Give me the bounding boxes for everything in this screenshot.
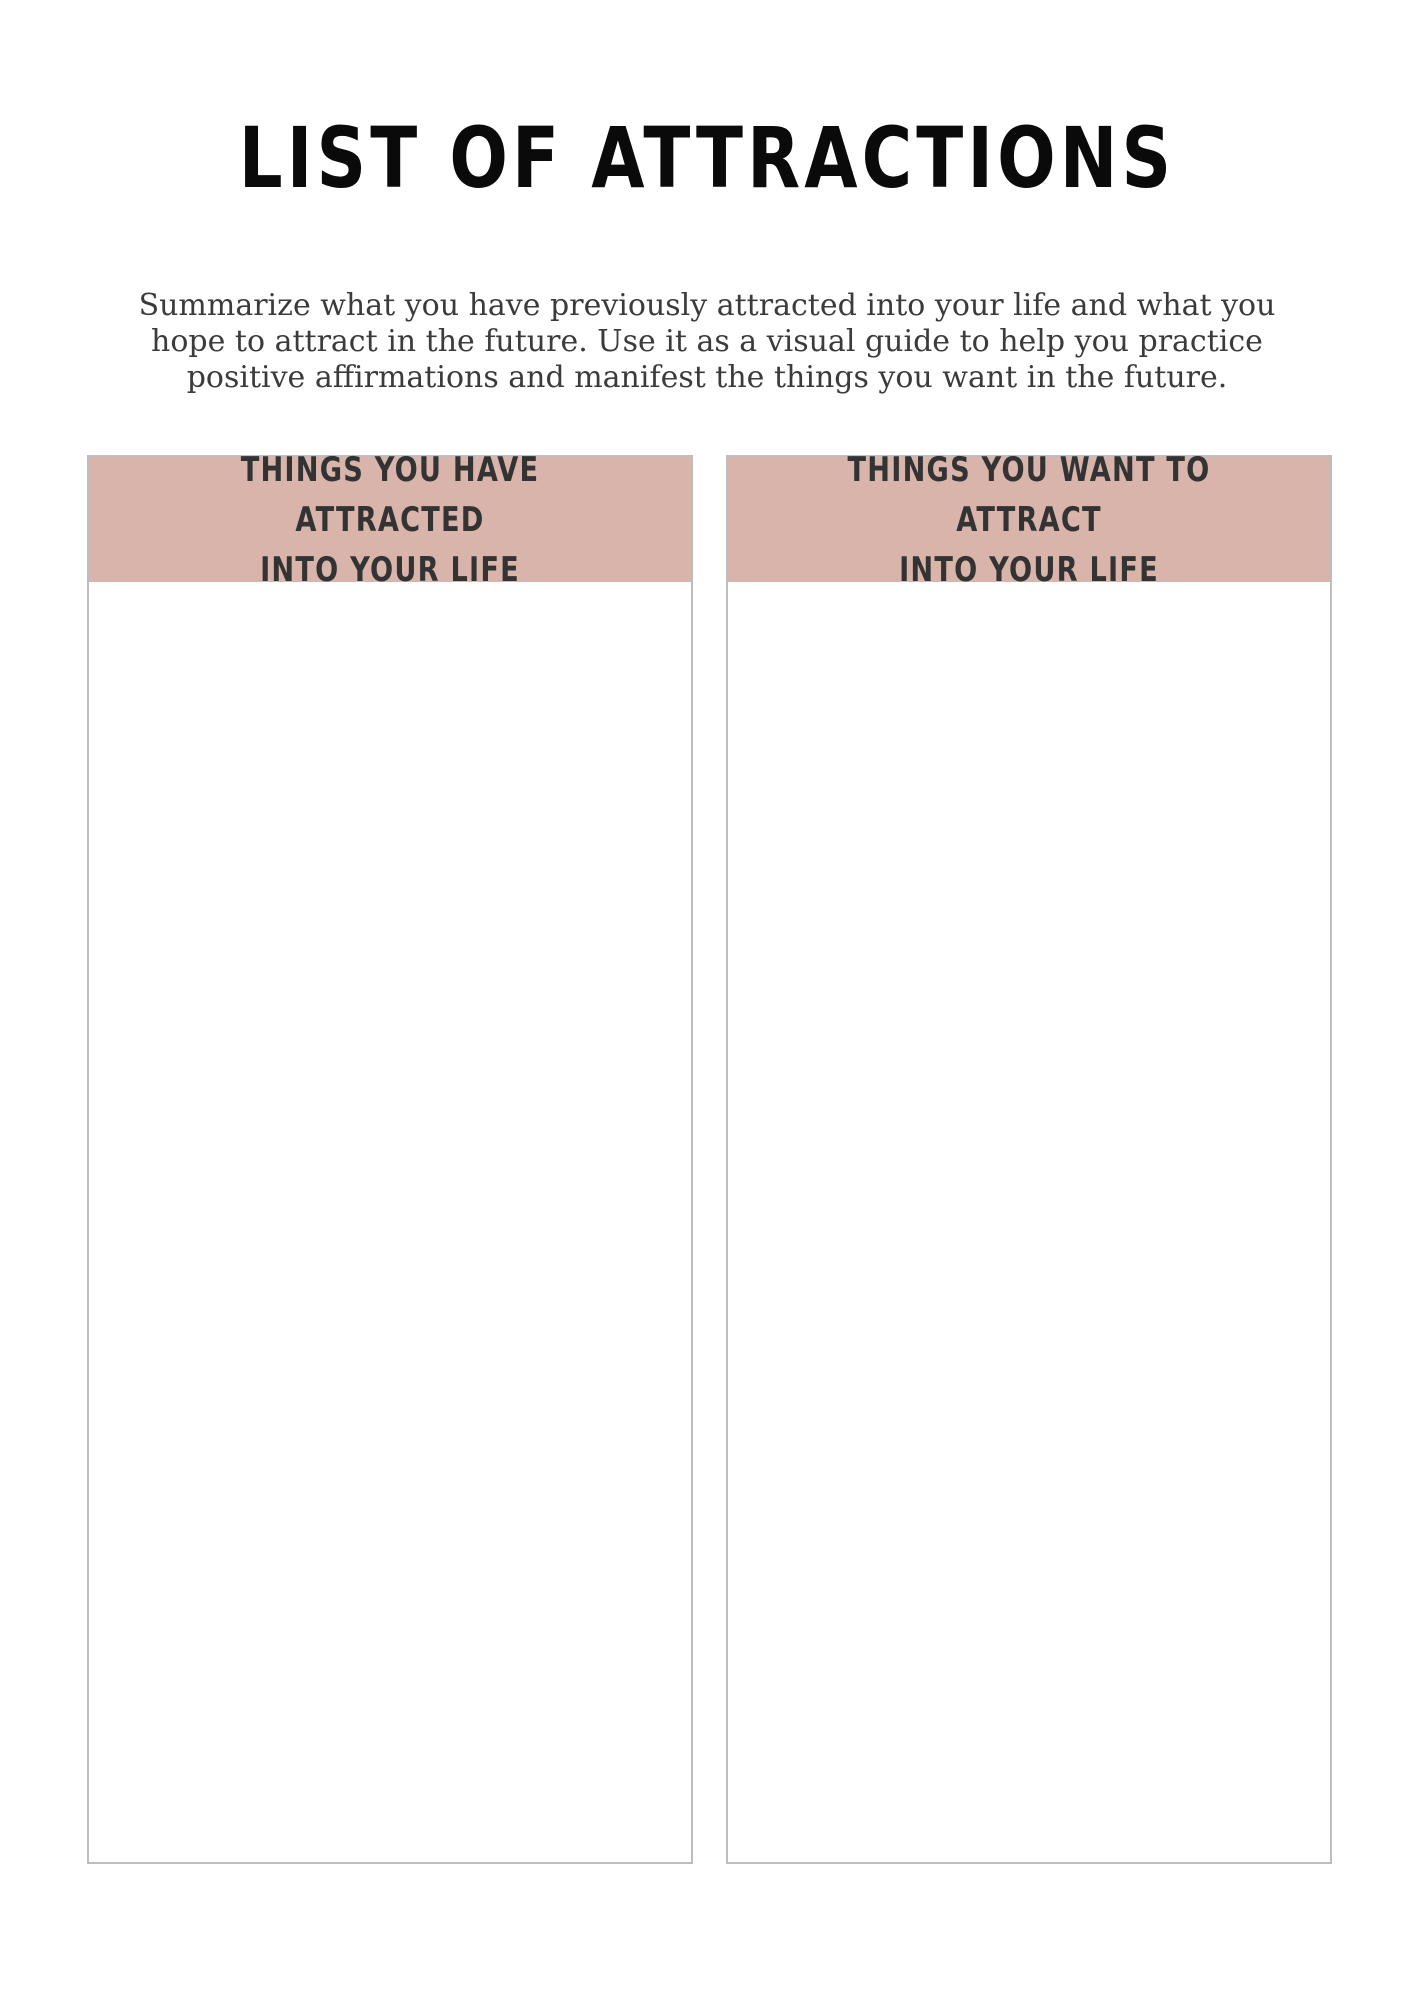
- page-title: LIST OF ATTRACTIONS: [238, 109, 1176, 207]
- column-want-to-attract: [726, 449, 1332, 1864]
- column-header-want-to-attract: [728, 449, 1330, 590]
- writing-area-want-to-attract[interactable]: [728, 582, 1330, 1862]
- column-header-attracted: [89, 449, 691, 590]
- column-header-label: THINGS YOU HAVE ATTRACTED INTO YOUR LIFE: [240, 449, 540, 590]
- column-header-label: THINGS YOU WANT TO ATTRACT INTO YOUR LIFE: [847, 449, 1211, 590]
- intro-paragraph: Summarize what you have previously attracted into your life and what you hope to attract in the future. Use it as a visual guide to help you practice positive affirmations and manifest the things you want in the future.: [138, 288, 1276, 395]
- column-attracted: [87, 449, 693, 1864]
- writing-area-attracted[interactable]: [89, 582, 691, 1862]
